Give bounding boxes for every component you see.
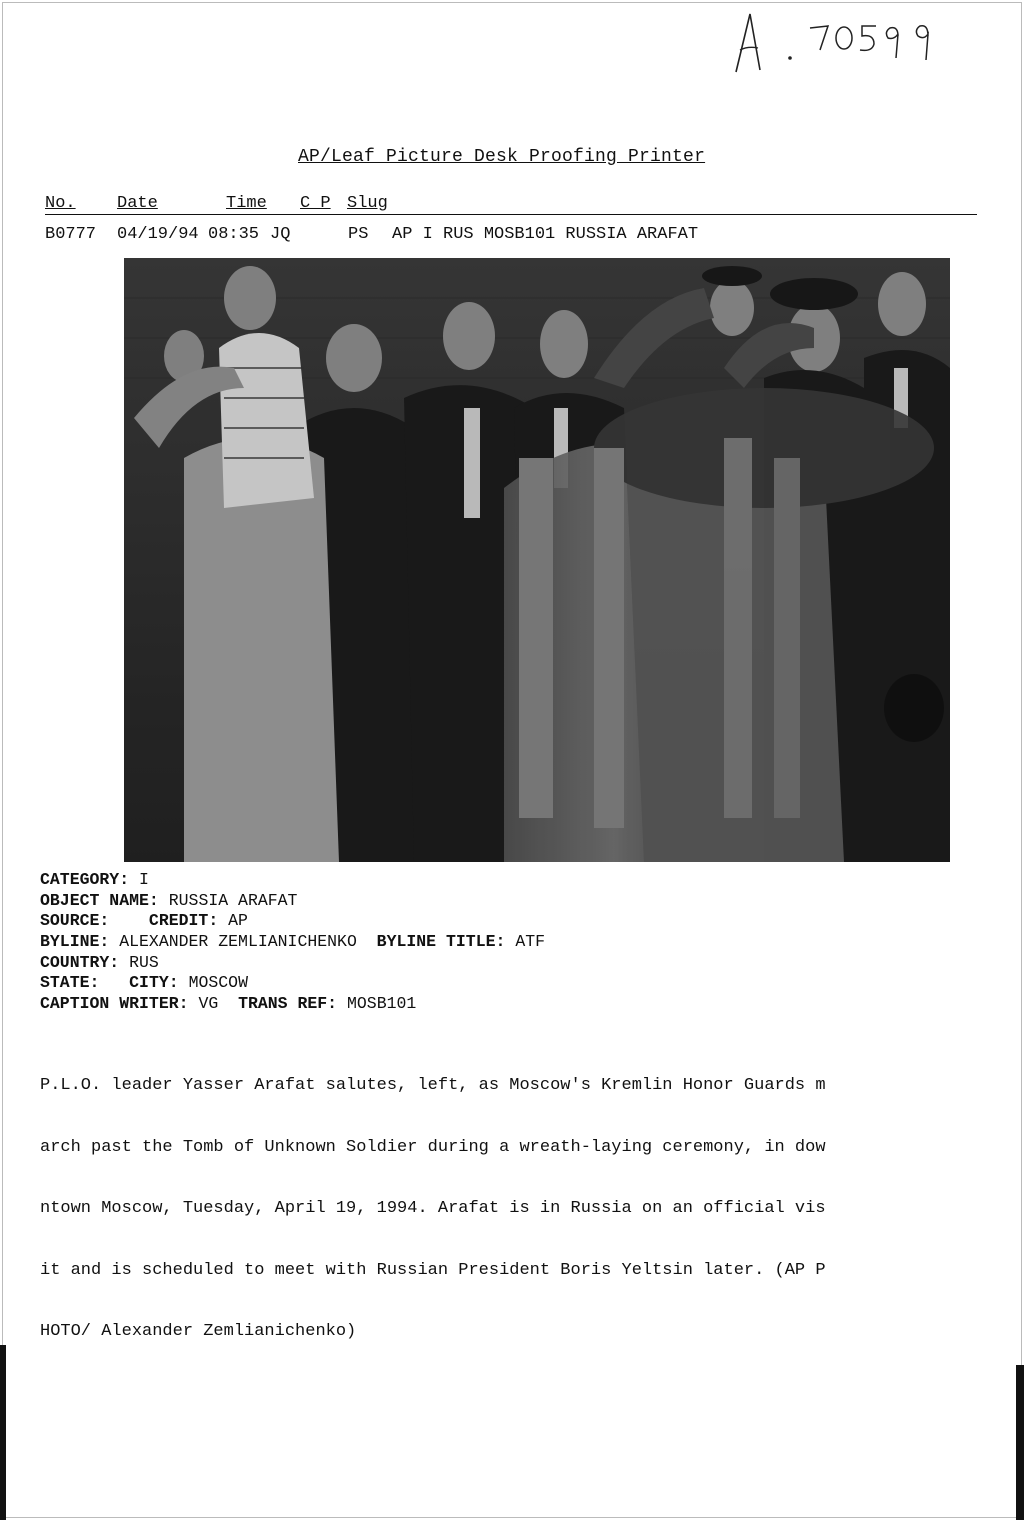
scan-edge-left [0,1345,6,1520]
caption-line: arch past the Tomb of Unknown Soldier during a wreath-laying ceremony, in dow [40,1137,826,1157]
meta-country: COUNTRY: RUS [40,952,159,972]
scan-edge-right [1016,1365,1024,1520]
meta-caption-writer: CAPTION WRITER: VG TRANS REF: MOSB101 [40,994,417,1014]
record-code: JQ [270,225,291,244]
caption-line: it and is scheduled to meet with Russian President Boris Yeltsin later. (AP P [40,1260,826,1280]
handwritten-archive-number [728,6,958,76]
record-slug: AP I RUS MOSB101 RUSSIA ARAFAT [392,225,699,244]
meta-state-city: STATE: CITY: MOSCOW [40,973,248,993]
caption-line: ntown Moscow, Tuesday, April 19, 1994. Arafat is in Russia on an official vis [40,1199,826,1218]
meta-byline: BYLINE: ALEXANDER ZEMLIANICHENKO BYLINE TITLE: ATF [40,932,546,952]
photo-caption [40,1035,980,1363]
column-slug: Slug [347,194,388,213]
record-date: 04/19/94 [117,225,199,244]
column-date: Date [117,194,158,213]
document-title: AP/Leaf Picture Desk Proofing Printer [298,147,706,167]
caption-line: HOTO/ Alexander Zemlianichenko) [40,1322,357,1341]
photo-illustration [124,258,950,862]
record-row [45,225,699,358]
metadata-block [40,870,545,1015]
column-cp: C P [300,194,331,213]
column-header-row [45,194,977,215]
column-time: Time [226,194,267,213]
caption-line: P.L.O. leader Yasser Arafat salutes, left, as Moscow's Kremlin Honor Guards m [40,1076,826,1095]
column-no: No. [45,194,76,213]
meta-source-credit: SOURCE: CREDIT: AP [40,911,248,931]
meta-object-name: OBJECT NAME: RUSSIA ARAFAT [40,890,298,910]
record-cp: PS [348,225,369,244]
record-no: B0777 [45,225,97,244]
record-time: 08:35 [208,225,260,244]
meta-category: CATEGORY: I [40,870,149,889]
news-photograph [124,258,950,862]
